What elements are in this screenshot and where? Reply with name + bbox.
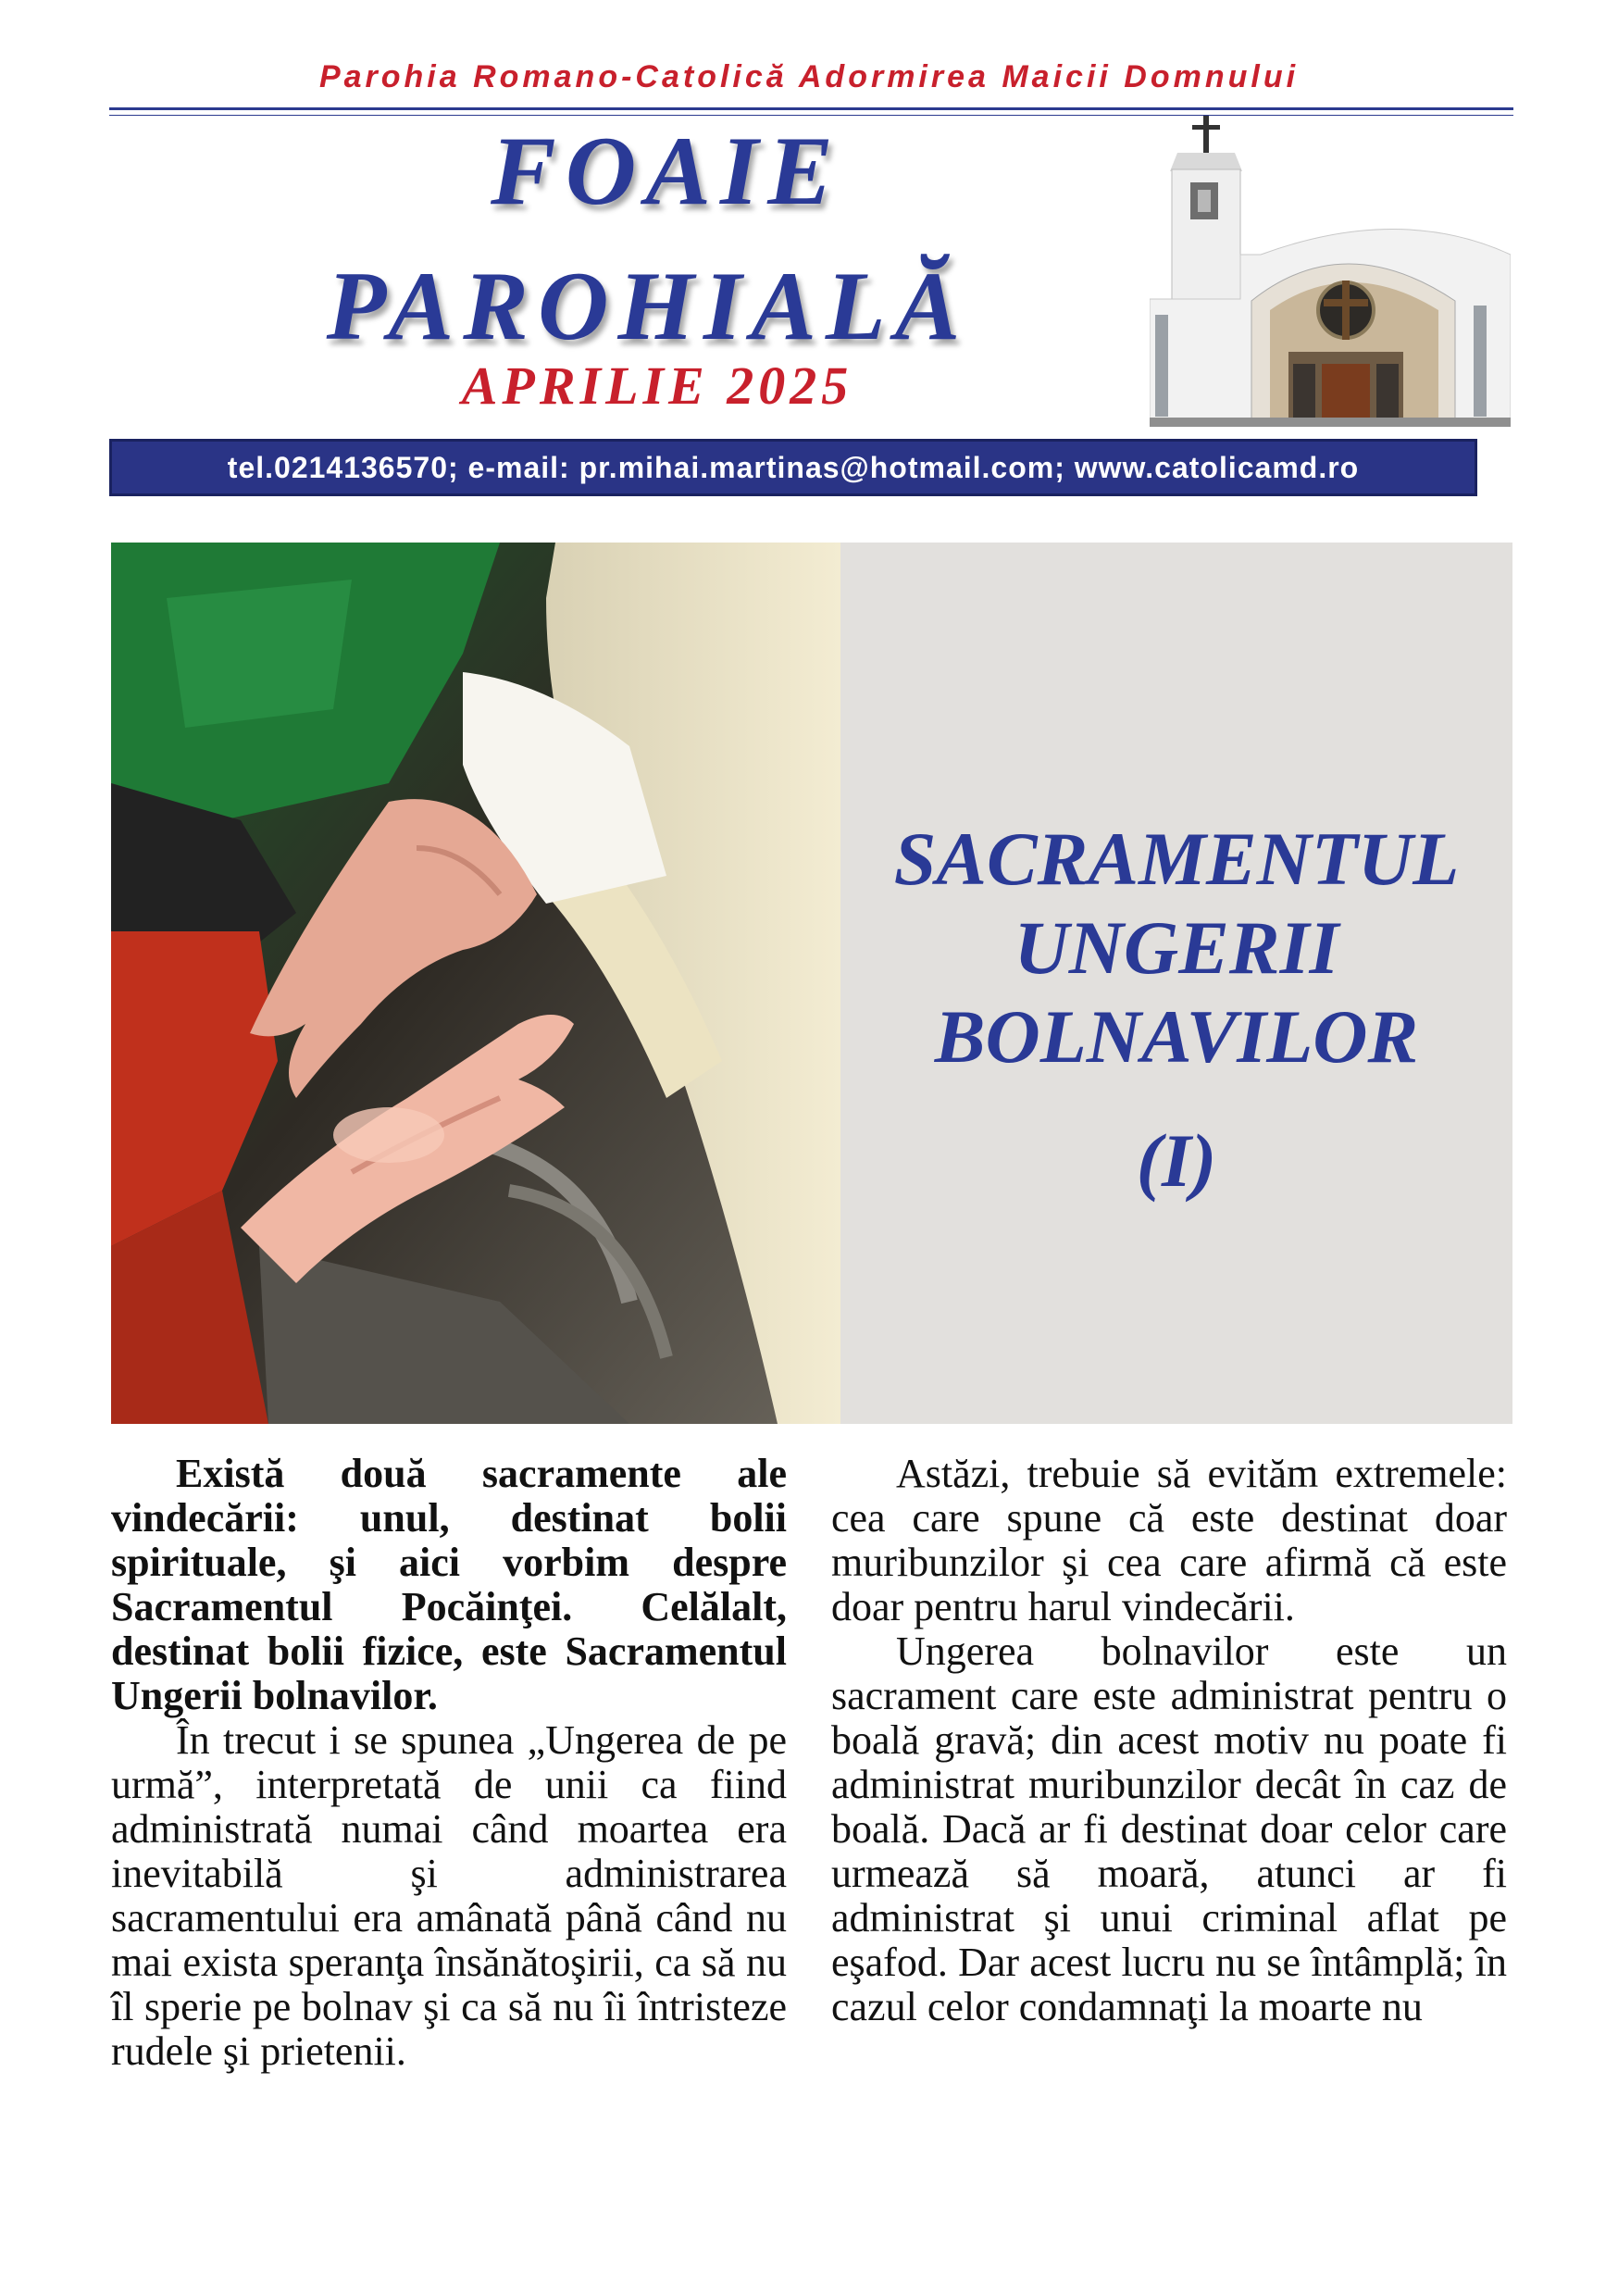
paragraph: Astăzi, trebuie să evităm extremele: cea care spune că este destinat doar muribunzilor şi cea care afirmă că este doar pentru harul vindecării. <box>831 1451 1507 1629</box>
paragraph: În trecut i se spunea „Ungerea de pe urmă”, interpretată de unii ca fiind administrată numai când moartea era inevitabilă şi administrarea sacramentului era amânată până când nu mai exista speranţa însănătoşirii, ca să nu îl sperie pe bolnav şi ca să nu îi întristeze rudele şi prietenii. <box>111 1717 787 2074</box>
paragraph: Ungerea bolnavilor este un sacrament care este administrat pentru o boală gravă; din acest motiv nu poate fi administrat muribunzilor decât în caz de boală. Dacă ar fi destinat doar celor care urmează să moară, atunci ar fi administrat şi unui criminal aflat pe eşafod. Dar acest lucru nu se întâmplă; în cazul celor condamnaţi la moarte nu <box>831 1628 1507 2029</box>
headline-part-number: (I) <box>1136 1118 1217 1203</box>
church-photo <box>1150 116 1511 427</box>
article-column-1 <box>111 1452 787 2074</box>
headline-line-1: SACRAMENTUL <box>893 817 1460 901</box>
masthead-title-line1: FOAIE <box>491 117 842 225</box>
headline-line-3: BOLNAVILOR <box>934 994 1419 1079</box>
masthead-title-line2: PAROHIALĂ <box>326 252 970 360</box>
article-headline <box>840 815 1512 1205</box>
issue-date: APRILIE 2025 <box>461 356 853 416</box>
anointing-hands-photo <box>111 543 840 1424</box>
header-rule <box>109 107 1513 110</box>
parish-name: Parohia Romano-Catolică Adormirea Maicii Domnului <box>318 59 1300 94</box>
headline-line-2: UNGERII <box>1014 905 1339 990</box>
contact-bar: tel.0214136570; e-mail: pr.mihai.martinas@hotmail.com; www.catolicamd.ro <box>109 439 1477 496</box>
intro-paragraph: Există două sacramente ale vindecării: unul, destinat bolii spirituale, şi aici vorbim despre Sacramentul Pocăinţei. Celălalt, destinat bolii fizice, este Sacramentul Ungerii bolnavilor. <box>111 1451 787 1718</box>
article-column-2 <box>831 1452 1507 2029</box>
